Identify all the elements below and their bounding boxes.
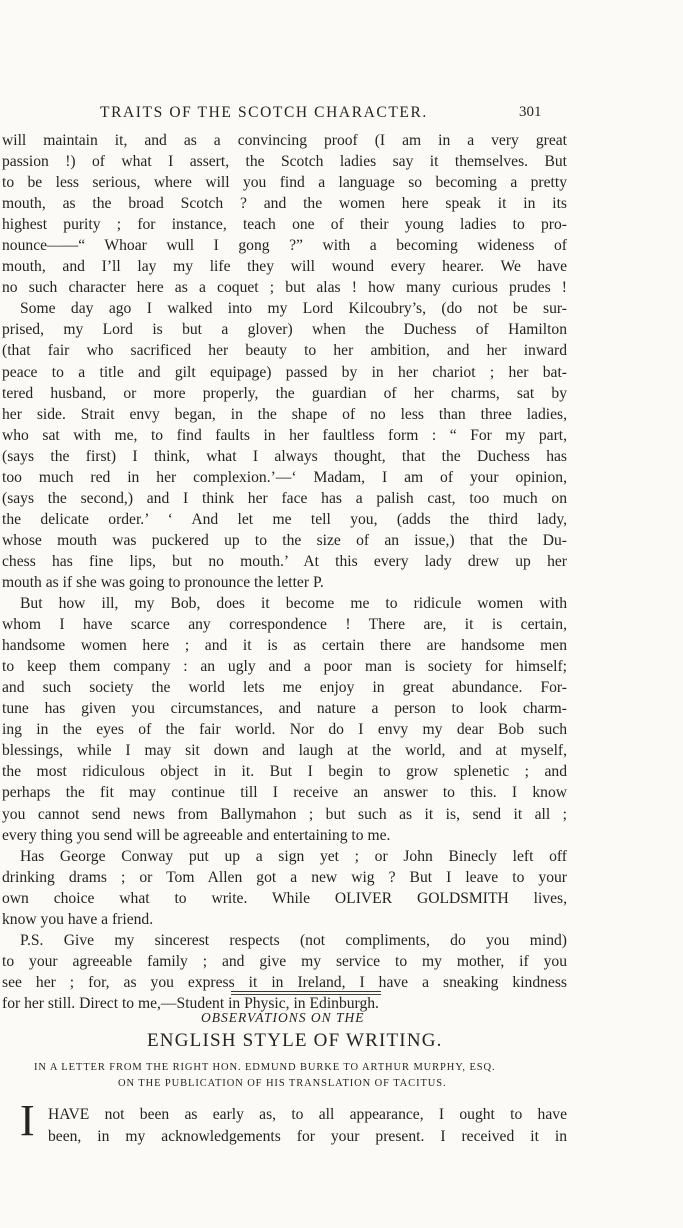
text-line: perhaps the fit may continue till I receive an answer to this. I know <box>2 784 567 802</box>
text-line: HAVE not been as early as, to all appearance, I ought to have <box>48 1106 567 1123</box>
text-line: prised, my Lord is but a glover) when the Duchess of Hamilton <box>2 321 567 339</box>
drop-cap: I <box>20 1096 35 1145</box>
page-header <box>0 104 683 128</box>
text-line: chess has fine lips, but no mouth.’ At this every lady drew up her <box>2 552 567 570</box>
text-line: and such society the world lets me enjoy in great abundance. For- <box>2 679 567 697</box>
text-line: know you have a friend. <box>2 910 154 928</box>
running-head: TRAITS OF THE SCOTCH CHARACTER. <box>100 104 428 121</box>
text-line: tune has given you circumstances, and nature a person to look charm- <box>2 700 567 718</box>
text-line: nounce——“ Whoar wull I gong ?” with a becoming wideness of <box>2 237 567 255</box>
text-line: no such character here as a coquet ; but alas ! how many curious prudes ! <box>2 279 567 297</box>
text-line: Has George Conway put up a sign yet ; or John Binecly left off <box>20 847 567 865</box>
text-line: (says the second,) and I think her face has a palish cast, too much on <box>2 489 567 507</box>
text-line: (that fair who sacrificed her beauty to her ambition, and her inward <box>2 342 567 360</box>
text-line: whom I have scarce any correspondence ! There are, it is certain, <box>2 616 567 634</box>
text-line: passion !) of what I assert, the Scotch ladies say it themselves. But <box>2 153 567 171</box>
text-line: who sat with me, to find faults in her faultless form : “ For my part, <box>2 426 567 444</box>
article-kicker: OBSERVATIONS ON THE <box>201 1010 365 1025</box>
text-line: the most ridiculous object in it. But I begin to grow splenetic ; and <box>2 763 567 781</box>
text-line: every thing you send will be agreeable and entertaining to me. <box>2 826 391 844</box>
article-subtitle-line-2: ON THE PUBLICATION OF HIS TRANSLATION OF TACITUS. <box>118 1078 447 1089</box>
text-line: peace to a title and gilt equipage) passed by in her chariot ; her bat- <box>2 363 567 381</box>
text-line: whose mouth was puckered up to the size of an issue,) that the Du- <box>2 531 567 549</box>
postscript-line: P.S. Give my sincerest respects (not compliments, do you mind) <box>20 931 567 949</box>
text-line: highest purity ; for instance, teach one of their young ladies to pro- <box>2 216 567 234</box>
text-line: too much red in her complexion.’—‘ Madam, I am of your opinion, <box>2 468 567 486</box>
text-line: mouth as if she was going to pronounce the letter P. <box>2 573 324 591</box>
text-line: mouth, as the broad Scotch ? and the women here speak it in its <box>2 195 567 213</box>
text-line: you cannot send news from Ballymahon ; but such as it is, send it all ; <box>2 805 567 823</box>
postscript-line: see her ; for, as you express it in Ireland, I have a sneaking kindness <box>2 973 567 991</box>
text-line: But how ill, my Bob, does it become me to ridicule women with <box>20 595 567 613</box>
postscript-line: to your agreeable family ; and give my service to my mother, if you <box>2 952 567 970</box>
text-line: Some day ago I walked into my Lord Kilcoubry’s, (do not be sur- <box>20 300 567 318</box>
section-divider <box>231 991 381 995</box>
article-subtitle-line-1: IN A LETTER FROM THE RIGHT HON. EDMUND BURKE TO ARTHUR MURPHY, ESQ. <box>34 1062 496 1073</box>
text-line: the delicate order.’ ‘ And let me tell you, (adds the third lady, <box>2 510 567 528</box>
text-line: own choice what to write. While OLIVER GOLDSMITH lives, <box>2 889 567 907</box>
letter-text <box>2 130 567 1014</box>
text-line: handsome women here ; and it is as certain there are handsome men <box>2 637 567 655</box>
article-opening <box>48 1104 567 1148</box>
text-line: her side. Strait envy began, in the shape of no less than three ladies, <box>2 405 567 423</box>
text-line: drinking drams ; or Tom Allen got a new wig ? But I leave to your <box>2 868 567 886</box>
text-line: blessings, while I may sit down and laugh at the world, and at myself, <box>2 742 567 760</box>
text-line: to be less serious, where will you find a language so becoming a pretty <box>2 174 567 192</box>
text-line: been, in my acknowledgements for your present. I received it in <box>48 1128 567 1145</box>
article-title: ENGLISH STYLE OF WRITING. <box>147 1030 443 1051</box>
postscript-line: for her still. Direct to me,—Student in Physic, in Edinburgh. <box>2 994 379 1012</box>
text-line: will maintain it, and as a convincing proof (I am in a very great <box>2 132 567 149</box>
text-line: (says the first) I think, what I always thought, that the Duchess has <box>2 447 567 465</box>
text-line: mouth, and I’ll lay my life they will wound every hearer. We have <box>2 258 567 276</box>
text-line: to keep them company : an ugly and a poor man is society for himself; <box>2 658 567 676</box>
text-line: tered husband, or more properly, the guardian of her charms, sat by <box>2 384 567 402</box>
page-number: 301 <box>519 104 542 120</box>
text-line: ing in the eyes of the fair world. Nor do I envy my dear Bob such <box>2 721 567 739</box>
